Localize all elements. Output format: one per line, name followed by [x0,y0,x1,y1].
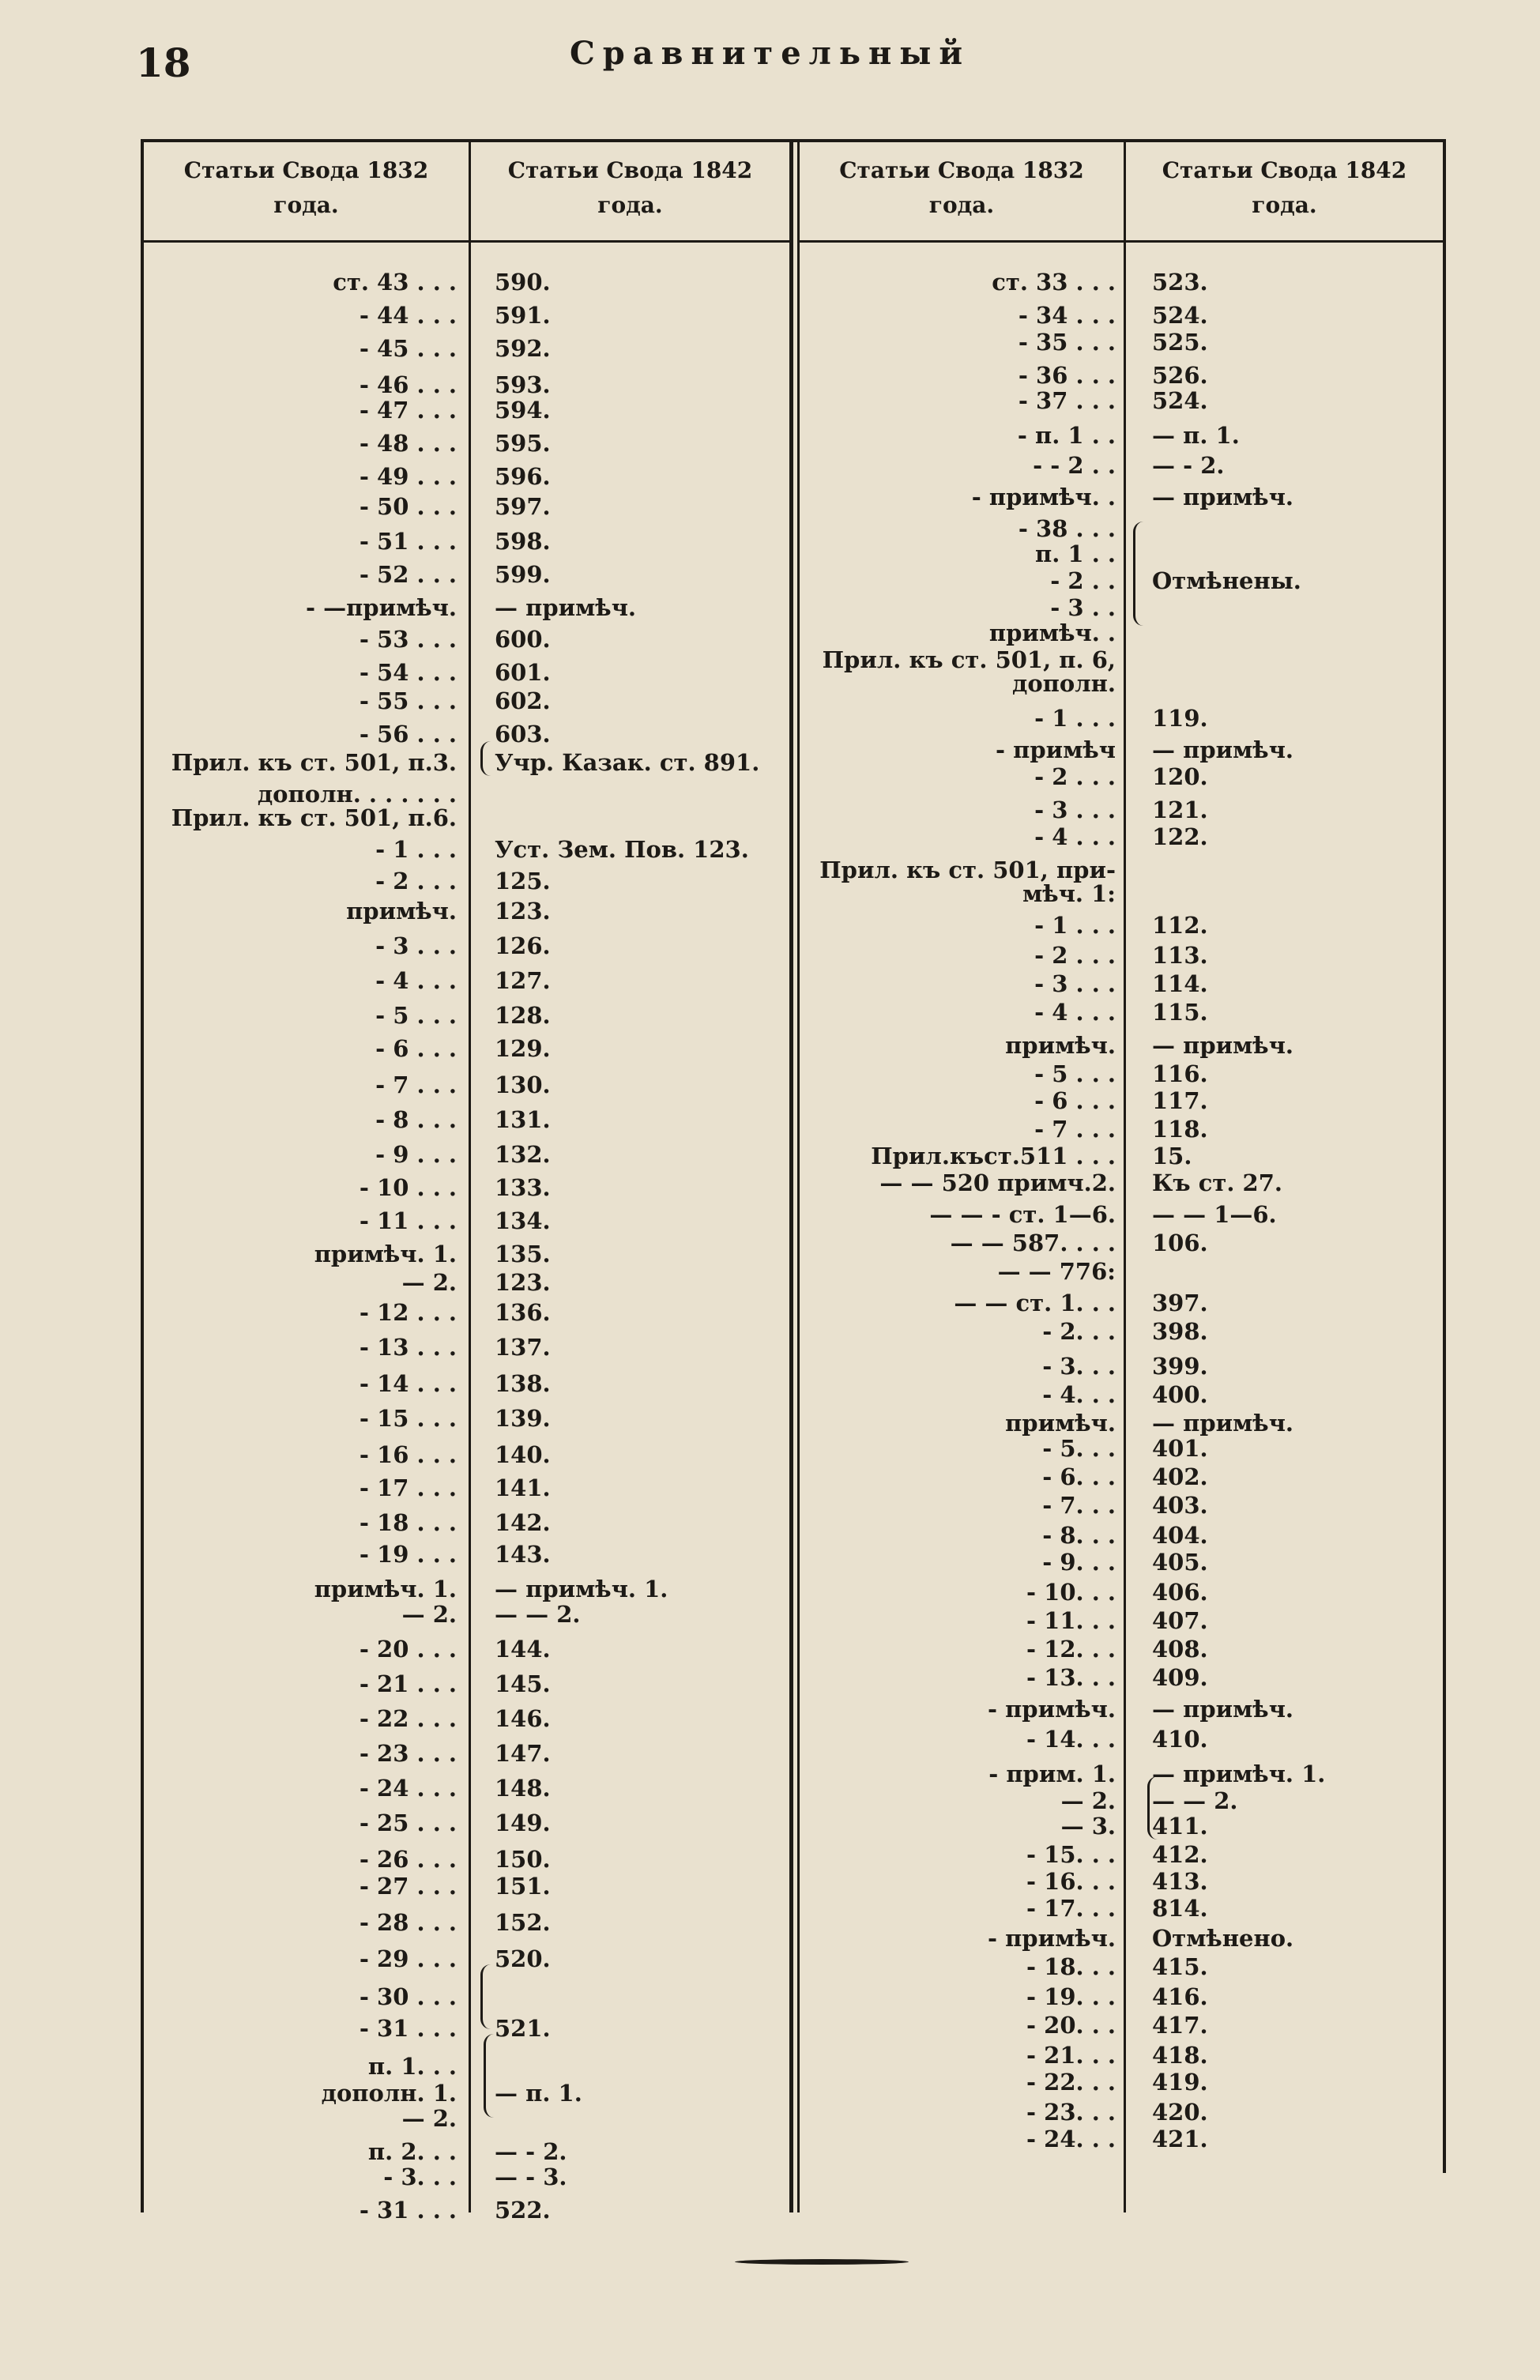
row-right_rows-old-article: - 1 . . . [1034,705,1116,732]
header-col1-line1: Статьи Свода 1832 [183,157,429,183]
row-left_rows-new-article: 131. [495,1106,551,1133]
row-left_rows-new-article: 598. [495,528,551,555]
row-right_rows-old-article: — 2. [1060,1787,1116,1814]
row-right_rows-new-article: Отмѣнено. [1152,1925,1294,1952]
row-left_rows-old-article: примѣч. 1. [314,1241,457,1267]
row-right_rows-new-article: 397. [1152,1290,1208,1316]
row-right_rows-old-article: - 36 . . . [1018,362,1116,389]
column-divider-3 [1124,142,1126,2212]
row-right_rows-old-article: - 23. . . [1026,2099,1116,2126]
row-right_rows-new-article: 116. [1152,1060,1208,1087]
table-left-border [141,142,144,2212]
row-left_rows-old-article: - 4 . . . [375,967,457,994]
row-left_rows-new-article: — — 2. [495,1601,581,1628]
row-right_rows-old-article: - 3 . . . [1034,796,1116,823]
row-right_rows-old-article: - 4. . . [1042,1381,1116,1408]
row-right_rows-old-article: - 7. . . [1042,1492,1116,1519]
column-divider-1 [469,142,471,2212]
row-right_rows-old-article: — — 520 примч.2. [879,1169,1116,1196]
row-left_rows-old-article: - 26 . . . [359,1846,457,1873]
row-left_rows-new-article: 591. [495,302,551,329]
row-left_rows-old-article: дополн. 1. [321,2080,457,2107]
row-right_rows-new-article: 401. [1152,1435,1208,1462]
bracket-right-primech [1147,1776,1158,1840]
header-col1-line2: года. [273,192,339,218]
row-left_rows-old-article: — 2. [401,1601,457,1628]
row-right_rows-new-article: 410. [1152,1726,1208,1753]
row-left_rows-new-article: 142. [495,1509,551,1536]
row-left_rows-new-article: 126. [495,932,551,959]
row-right_rows-old-article: — — 587. . . . [950,1230,1116,1256]
row-right_rows-new-article: 421. [1152,2126,1208,2152]
row-left_rows-new-article: 601. [495,659,551,686]
row-right_rows-old-article: - - 2 . . [1033,452,1116,479]
row-left_rows-new-article: 521. [495,2015,551,2042]
header-col3 [800,153,1124,223]
row-right_rows-new-article: 523. [1152,269,1208,296]
row-right_rows-old-article: - п. 1 . . [1017,422,1116,449]
row-left_rows-new-article: 139. [495,1405,551,1432]
row-left_rows-old-article: примѣч. 1. [314,1576,457,1602]
row-right_rows-new-article: 417. [1152,2012,1208,2039]
row-left_rows-new-article: 145. [495,1670,551,1697]
row-right_rows-new-article: 119. [1152,705,1208,732]
row-right_rows-old-article: — — ст. 1. . . [954,1290,1116,1316]
row-left_rows-old-article: - 56 . . . [359,721,457,748]
row-left_rows-old-article: — 2. [401,1269,457,1296]
row-right_rows-new-article: 524. [1152,302,1208,329]
bracket-left-p1 [484,2034,494,2118]
row-left_rows-old-article: дополн. . . . . . . [257,781,457,808]
row-left_rows-old-article: примѣч. [346,898,457,925]
row-left_rows-new-article: 127. [495,967,551,994]
row-right_rows-new-article: 403. [1152,1492,1208,1519]
row-right_rows-new-article: — — 2. [1152,1787,1238,1814]
row-left_rows-new-article: — примѣч. 1. [495,1576,668,1602]
row-left_rows-old-article: - 31 . . . [359,2015,457,2042]
row-left_rows-new-article: 522. [495,2197,551,2224]
row-left_rows-old-article: — 2. [401,2105,457,2132]
row-left_rows-new-article: 149. [495,1809,551,1836]
header-rule-left [141,240,792,243]
row-right_rows-old-article: — — - ст. 1—6. [929,1201,1116,1228]
row-left_rows-old-article: - 18 . . . [359,1509,457,1536]
header-col1 [144,153,469,223]
center-divider [789,142,793,2212]
row-left_rows-old-article: - 49 . . . [359,463,457,490]
row-right_rows-new-article: Къ ст. 27. [1152,1169,1282,1196]
row-left_rows-old-article: - —примѣч. [305,594,457,621]
row-left_rows-new-article: 135. [495,1241,551,1267]
row-right_rows-new-article: 399. [1152,1353,1208,1380]
row-left_rows-new-article: 147. [495,1740,551,1767]
row-right_rows-new-article: 415. [1152,1953,1208,1980]
row-left_rows-new-article: 590. [495,269,551,296]
row-right_rows-new-article: 118. [1152,1116,1208,1143]
row-right_rows-old-article: — — 776: [997,1258,1116,1285]
row-right_rows-old-article: дополн. [1011,670,1116,697]
row-right_rows-old-article: - 3. . . [1042,1353,1116,1380]
row-right_rows-old-article: - 15. . . [1026,1841,1116,1868]
row-right_rows-new-article: — примѣч. [1152,1410,1294,1437]
row-left_rows-new-article: 138. [495,1370,551,1397]
row-left_rows-new-article: 130. [495,1071,551,1098]
row-left_rows-old-article: - 47 . . . [359,397,457,424]
row-right_rows-old-article: п. 1 . . [1035,540,1116,567]
row-right_rows-old-article: - 10. . . [1026,1579,1116,1606]
row-left_rows-new-article: — - 2. [495,2138,567,2165]
header-col4-line1: Статьи Свода 1842 [1162,157,1407,183]
row-right_rows-new-article: 120. [1152,763,1208,790]
row-right_rows-new-article: 407. [1152,1607,1208,1634]
row-right_rows-new-article: 814. [1152,1895,1208,1922]
header-col2-line2: года. [597,192,663,218]
row-left_rows-new-article: 593. [495,371,551,398]
row-left_rows-old-article: - 25 . . . [359,1809,457,1836]
header-col4 [1126,153,1443,223]
row-right_rows-old-article: - 2. . . [1042,1318,1116,1345]
row-left_rows-old-article: - 20 . . . [359,1636,457,1663]
row-left_rows-old-article: - 27 . . . [359,1873,457,1900]
row-left_rows-new-article: 152. [495,1909,551,1936]
row-right_rows-old-article: - 18. . . [1026,1953,1116,1980]
row-left_rows-old-article: - 12 . . . [359,1299,457,1326]
header-col2-line1: Статьи Свода 1842 [507,157,753,183]
row-left_rows-old-article: - 53 . . . [359,626,457,653]
row-right_rows-new-article: — — 1—6. [1152,1201,1277,1228]
row-right_rows-new-article: 405. [1152,1549,1208,1576]
row-left_rows-new-article: 129. [495,1035,551,1062]
row-left_rows-new-article: Уст. Зем. Пов. 123. [495,836,749,863]
row-left_rows-new-article: 146. [495,1705,551,1732]
row-right_rows-old-article: - 2 . . . [1034,763,1116,790]
row-right_rows-new-article: 400. [1152,1381,1208,1408]
row-left_rows-old-article: - 50 . . . [359,493,457,520]
row-left_rows-old-article: - 6 . . . [375,1035,457,1062]
row-left_rows-new-article: 599. [495,561,551,588]
row-left_rows-old-article: - 24 . . . [359,1775,457,1802]
row-left_rows-new-article: — примѣч. [495,594,637,621]
row-left_rows-old-article: - 46 . . . [359,371,457,398]
row-left_rows-new-article: 136. [495,1299,551,1326]
row-right_rows-new-article: 420. [1152,2099,1208,2126]
row-right_rows-new-article: 409. [1152,1664,1208,1691]
row-left_rows-old-article: - 29 . . . [359,1945,457,1972]
row-right_rows-new-article: 15. [1152,1143,1192,1169]
row-right_rows-old-article: - прим. 1. [988,1761,1116,1787]
row-left_rows-old-article: - 30 . . . [359,1983,457,2010]
row-left_rows-old-article: - 44 . . . [359,302,457,329]
row-right_rows-old-article: - 11. . . [1026,1607,1116,1634]
page-number: 18 [136,40,191,86]
row-left_rows-old-article: - 11 . . . [359,1207,457,1234]
row-left_rows-old-article: - 8 . . . [375,1106,457,1133]
row-left_rows-new-article: 137. [495,1334,551,1361]
row-left_rows-new-article: 597. [495,493,551,520]
row-right_rows-new-article: — примѣч. 1. [1152,1761,1326,1787]
row-left_rows-new-article: 603. [495,721,551,748]
row-left_rows-old-article: - 28 . . . [359,1909,457,1936]
row-left_rows-new-article: — п. 1. [495,2080,582,2107]
center-divider-inner [797,142,800,2212]
row-right_rows-new-article: 411. [1152,1813,1208,1840]
running-title: Сравнительный [569,35,971,72]
row-right_rows-new-article: Отмѣнены. [1152,567,1301,594]
row-right_rows-old-article: Прил. къ ст. 501, п. 6, [822,646,1116,673]
row-right_rows-old-article: - 9. . . [1042,1549,1116,1576]
bracket-left-kazak [480,741,491,776]
row-left_rows-new-article: Учр. Казак. ст. 891. [495,749,760,776]
row-right_rows-old-article: - 4 . . . [1034,823,1116,850]
row-left_rows-old-article: Прил. къ ст. 501, п.3. [171,749,457,776]
row-right_rows-new-article: 408. [1152,1636,1208,1663]
row-right_rows-old-article: - 6 . . . [1034,1087,1116,1114]
bracket-left-520 [480,1964,491,2029]
row-left_rows-new-article: 125. [495,868,551,894]
header-rule-right [797,240,1446,243]
row-right_rows-old-article: - 8. . . [1042,1522,1116,1549]
row-left_rows-new-article: 134. [495,1207,551,1234]
row-right_rows-old-article: - 34 . . . [1018,302,1116,329]
row-left_rows-old-article: - 22 . . . [359,1705,457,1732]
row-right_rows-old-article: - 19. . . [1026,1983,1116,2010]
row-right_rows-old-article: ст. 33 . . . [992,269,1116,296]
row-right_rows-old-article: примѣч. . [988,619,1116,646]
row-left_rows-old-article: - 45 . . . [359,335,457,362]
row-left_rows-old-article: - 10 . . . [359,1174,457,1201]
row-right_rows-old-article: - 35 . . . [1018,329,1116,356]
row-left_rows-old-article: - 31 . . . [359,2197,457,2224]
row-right_rows-old-article: - 16. . . [1026,1868,1116,1895]
row-left_rows-old-article: - 52 . . . [359,561,457,588]
row-right_rows-new-article: 113. [1152,942,1208,969]
row-left_rows-new-article: 596. [495,463,551,490]
closing-rule [735,2259,909,2265]
row-right_rows-old-article: - примѣч. . [971,484,1116,510]
row-left_rows-old-article: - 48 . . . [359,430,457,457]
row-right_rows-new-article: 419. [1152,2069,1208,2096]
row-left_rows-new-article: 144. [495,1636,551,1663]
row-left_rows-new-article: 141. [495,1474,551,1501]
row-right_rows-new-article: 402. [1152,1463,1208,1490]
header-col3-line2: года. [928,192,995,218]
row-left_rows-old-article: - 51 . . . [359,528,457,555]
row-right_rows-old-article: примѣч. [1005,1410,1116,1437]
row-left_rows-old-article: - 13 . . . [359,1334,457,1361]
row-right_rows-old-article: - 6. . . [1042,1463,1116,1490]
row-right_rows-old-article: - 1 . . . [1034,912,1116,939]
row-right_rows-new-article: 404. [1152,1522,1208,1549]
header-col4-line2: года. [1252,192,1317,218]
row-left_rows-old-article: - 5 . . . [375,1002,457,1029]
row-left_rows-new-article: 600. [495,626,551,653]
row-right_rows-new-article: 121. [1152,796,1208,823]
row-left_rows-old-article: - 14 . . . [359,1370,457,1397]
row-right_rows-old-article: - примѣч [996,736,1116,763]
row-right_rows-old-article: - 12. . . [1026,1636,1116,1663]
row-left_rows-old-article: - 17 . . . [359,1474,457,1501]
row-right_rows-old-article: - 5 . . . [1034,1060,1116,1087]
header-col3-line1: Статьи Свода 1832 [839,157,1084,183]
row-left_rows-new-article: 128. [495,1002,551,1029]
row-left_rows-new-article: 520. [495,1945,551,1972]
row-right_rows-old-article: Прил. къ ст. 501, при- [819,857,1116,883]
header-col2 [471,153,789,223]
row-right_rows-old-article: - 3 . . [1050,594,1116,621]
row-left_rows-old-article: - 2 . . . [375,868,457,894]
row-right_rows-old-article: - 20. . . [1026,2012,1116,2039]
row-left_rows-new-article: 148. [495,1775,551,1802]
row-right_rows-old-article: - 21. . . [1026,2042,1116,2069]
row-right_rows-old-article: - 22. . . [1026,2069,1116,2096]
comparison-table [141,139,1446,2238]
row-left_rows-new-article: 150. [495,1846,551,1873]
row-right_rows-new-article: 112. [1152,912,1208,939]
row-right_rows-old-article: - 2 . . . [1034,942,1116,969]
row-right_rows-new-article: — примѣч. [1152,1032,1294,1059]
row-left_rows-old-article: п. 2. . . [367,2138,457,2165]
row-right_rows-old-article: - 5. . . [1042,1435,1116,1462]
row-right_rows-new-article: 525. [1152,329,1208,356]
row-right_rows-old-article: - 7 . . . [1034,1116,1116,1143]
row-left_rows-old-article: - 3. . . [383,2163,457,2190]
row-right_rows-old-article: - 2 . . [1050,567,1116,594]
row-right_rows-old-article: - 13. . . [1026,1664,1116,1691]
row-left_rows-old-article: - 9 . . . [375,1141,457,1168]
row-right_rows-old-article: - 3 . . . [1034,970,1116,997]
row-left_rows-old-article: - 23 . . . [359,1740,457,1767]
row-left_rows-new-article: 594. [495,397,551,424]
row-right_rows-old-article: - 14. . . [1026,1726,1116,1753]
row-right_rows-new-article: — примѣч. [1152,484,1294,510]
row-left_rows-old-article: п. 1. . . [367,2053,457,2080]
row-left_rows-old-article: - 1 . . . [375,836,457,863]
row-right_rows-new-article: 114. [1152,970,1208,997]
row-right_rows-new-article: 526. [1152,362,1208,389]
row-right_rows-new-article: 106. [1152,1230,1208,1256]
table-right-border [1443,142,1446,2173]
row-right_rows-old-article: - 24. . . [1026,2126,1116,2152]
row-right_rows-new-article: 413. [1152,1868,1208,1895]
row-left_rows-old-article: - 21 . . . [359,1670,457,1697]
row-left_rows-new-article: 140. [495,1441,551,1468]
row-right_rows-new-article: 416. [1152,1983,1208,2010]
row-right_rows-new-article: 115. [1152,999,1208,1026]
row-right_rows-old-article: мѣч. 1: [1022,880,1116,907]
row-left_rows-old-article: - 3 . . . [375,932,457,959]
row-right_rows-new-article: — примѣч. [1152,736,1294,763]
row-left_rows-new-article: 123. [495,1269,551,1296]
row-right_rows-old-article: — 3. [1060,1813,1116,1840]
row-right_rows-old-article: - 37 . . . [1018,387,1116,414]
row-right_rows-new-article: 122. [1152,823,1208,850]
row-left_rows-old-article: - 19 . . . [359,1541,457,1568]
row-left_rows-new-article: 133. [495,1174,551,1201]
row-right_rows-old-article: - примѣч. [987,1925,1116,1952]
row-right_rows-new-article: 412. [1152,1841,1208,1868]
row-right_rows-new-article: 117. [1152,1087,1208,1114]
row-left_rows-old-article: Прил. къ ст. 501, п.6. [171,804,457,831]
row-left_rows-new-article: 595. [495,430,551,457]
row-right_rows-old-article: - 17. . . [1026,1895,1116,1922]
row-right_rows-new-article: 418. [1152,2042,1208,2069]
row-left_rows-new-article: 151. [495,1873,551,1900]
row-left_rows-new-article: — - 3. [495,2163,567,2190]
row-right_rows-old-article: - примѣч. [987,1696,1116,1723]
row-left_rows-new-article: 123. [495,898,551,925]
row-left_rows-old-article: ст. 43 . . . [333,269,457,296]
row-right_rows-old-article: - 38 . . . [1018,515,1116,542]
row-right_rows-new-article: 398. [1152,1318,1208,1345]
row-right_rows-old-article: Прил.къст.511 . . . [871,1143,1116,1169]
row-left_rows-old-article: - 55 . . . [359,687,457,714]
row-right_rows-new-article: 406. [1152,1579,1208,1606]
row-left_rows-new-article: 602. [495,687,551,714]
row-right_rows-new-article: — п. 1. [1152,422,1240,449]
row-right_rows-new-article: 524. [1152,387,1208,414]
row-left_rows-new-article: 143. [495,1541,551,1568]
row-right_rows-new-article: — - 2. [1152,452,1225,479]
row-left_rows-old-article: - 54 . . . [359,659,457,686]
row-left_rows-new-article: 132. [495,1141,551,1168]
row-right_rows-new-article: — примѣч. [1152,1696,1294,1723]
row-left_rows-old-article: - 15 . . . [359,1405,457,1432]
row-left_rows-old-article: - 7 . . . [375,1071,457,1098]
row-right_rows-old-article: - 4 . . . [1034,999,1116,1026]
row-left_rows-new-article: 592. [495,335,551,362]
row-left_rows-old-article: - 16 . . . [359,1441,457,1468]
bracket-right-otmeneny [1133,522,1143,626]
row-right_rows-old-article: примѣч. [1005,1032,1116,1059]
